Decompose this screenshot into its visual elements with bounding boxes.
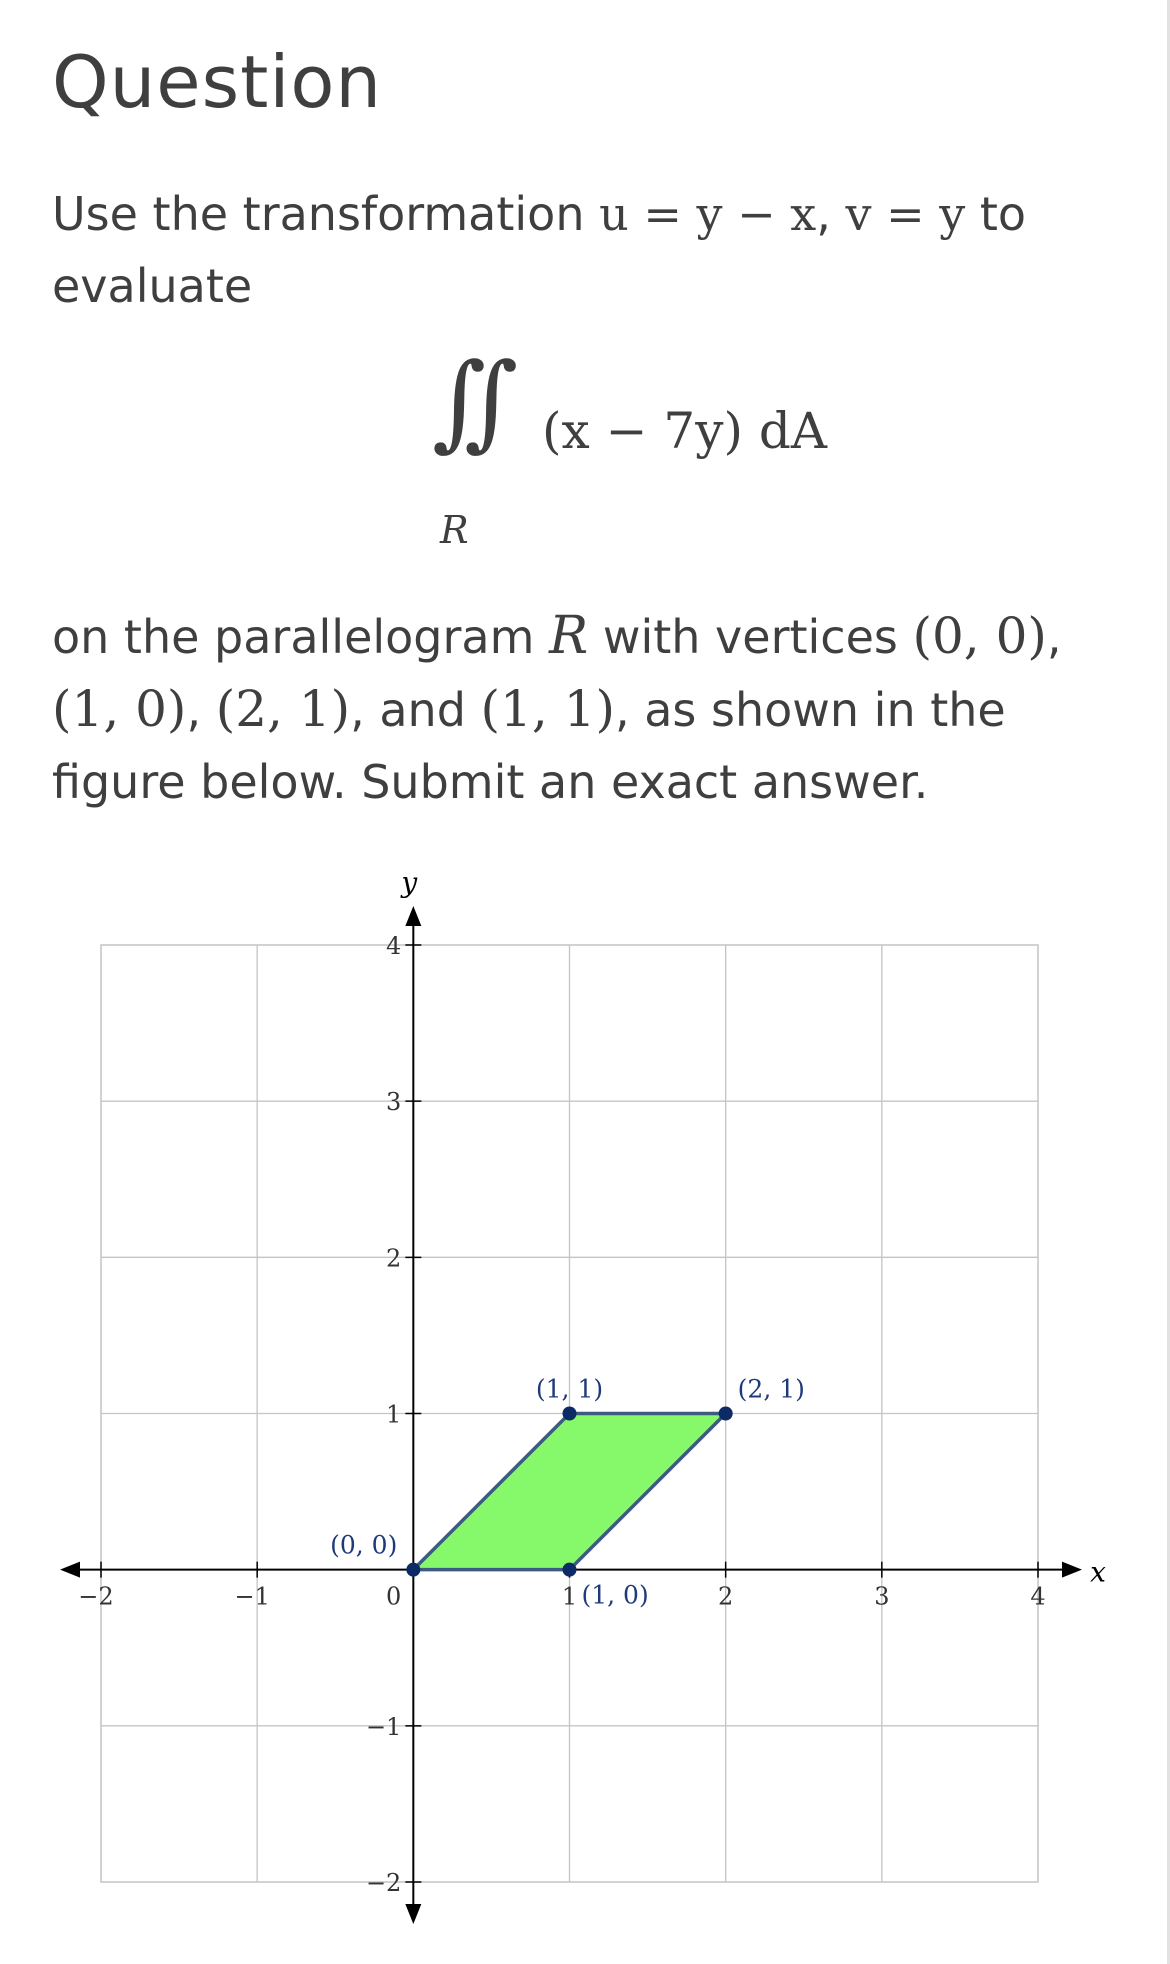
y-tick-label: −2: [365, 1869, 402, 1897]
vertex-2: (1, 0): [52, 680, 187, 738]
y-axis-label: y: [401, 866, 418, 899]
vertex-point: [563, 1563, 577, 1577]
x-tick-label: −1: [234, 1582, 270, 1611]
x-axis-right-arrow: [1062, 1562, 1082, 1578]
body-text-3: , and: [350, 683, 481, 737]
region-symbol: R: [549, 606, 589, 666]
intro-after: to evaluate: [52, 187, 1027, 313]
origin-label: 0: [386, 1582, 402, 1611]
y-tick-label: −1: [365, 1712, 402, 1741]
y-axis-down-arrow: [405, 1904, 421, 1924]
intro-sep: ,: [816, 187, 846, 241]
y-tick-label: 1: [386, 1400, 402, 1429]
x-tick-label: 4: [1030, 1582, 1046, 1611]
question-title: Question: [52, 40, 383, 124]
vertex-label: (1, 0): [581, 1580, 649, 1610]
transform-u: u = y − x: [599, 187, 817, 241]
vertex-label: (0, 0): [330, 1530, 398, 1560]
comma-1: ,: [1046, 610, 1062, 664]
x-tick-label: 2: [718, 1582, 734, 1611]
vertex-3: (2, 1): [215, 680, 351, 738]
body-text-2: with vertices: [588, 610, 913, 664]
x-axis-label: x: [1090, 1555, 1106, 1589]
y-tick-label: 3: [386, 1088, 402, 1117]
y-axis-up-arrow: [405, 906, 421, 926]
vertex-point: [719, 1407, 733, 1421]
x-tick-label: 1: [561, 1582, 578, 1611]
comma-2: ,: [186, 683, 216, 737]
x-tick-label: 3: [874, 1582, 890, 1611]
y-tick-label: 4: [386, 932, 402, 960]
x-axis-left-arrow: [60, 1562, 80, 1578]
body-text-4: , as shown in the figure below. Submit an exact answer.: [52, 683, 1006, 809]
integrand: (x − 7y) dA: [542, 402, 827, 460]
integral-region: R: [440, 508, 469, 552]
vertex-4: (1, 1): [480, 680, 615, 738]
vertex-point: [406, 1563, 420, 1577]
vertex-label: (1, 1): [535, 1374, 604, 1404]
region-parallelogram: [413, 1414, 725, 1570]
integral-sign: ∫∫: [432, 340, 497, 462]
vertex-1: (0, 0): [912, 607, 1047, 665]
y-tick-label: 2: [386, 1244, 402, 1273]
body-text-1: on the parallelogram: [52, 610, 550, 664]
vertex-label: (2, 1): [737, 1374, 805, 1404]
transform-v: v = y: [845, 187, 966, 241]
x-tick-label: −2: [78, 1582, 114, 1611]
intro-text: Use the transformation: [52, 187, 600, 241]
vertex-point: [563, 1407, 577, 1421]
